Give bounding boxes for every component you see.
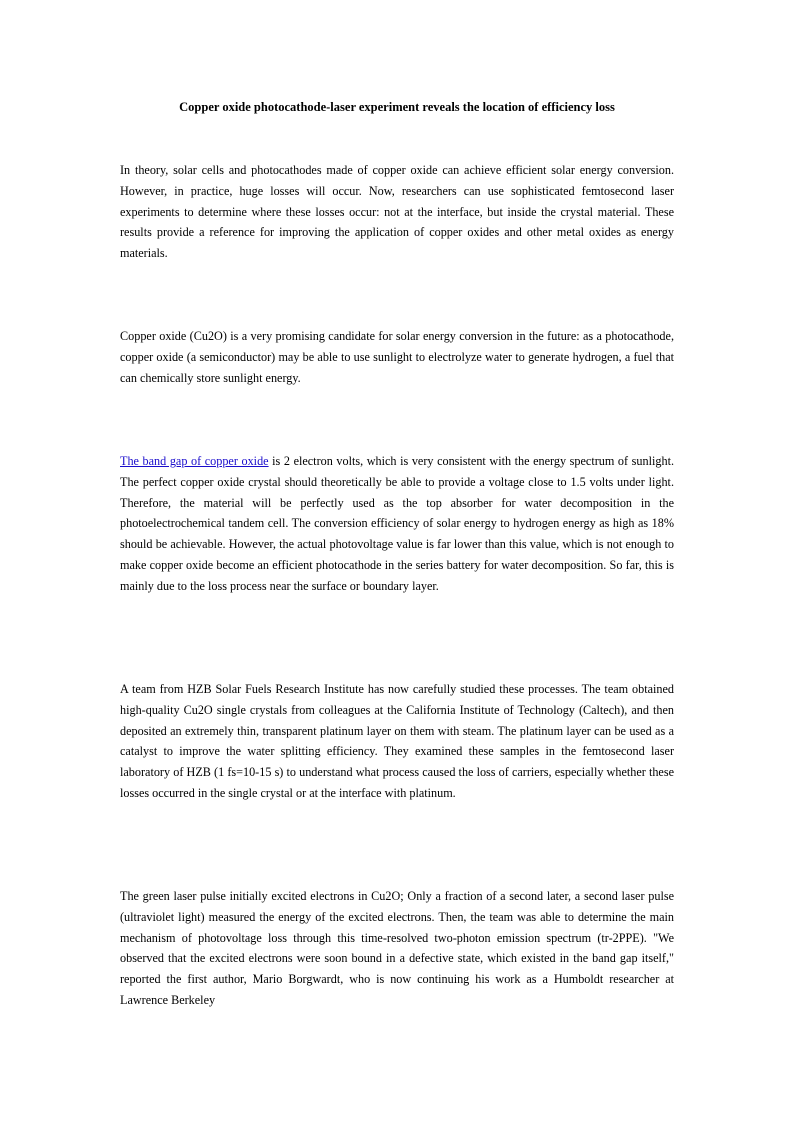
article-title: Copper oxide photocathode-laser experiment reveals the location of efficiency loss: [179, 100, 615, 114]
band-gap-link[interactable]: The band gap of copper oxide: [120, 454, 269, 468]
paragraph-text: is 2 electron volts, which is very consistent with the energy spectrum of sunlight. The perfect copper oxide crystal should theoretically be able to provide a voltage close to 1.5 volts under light. Therefore, the material will be perfectly used as the top absorber for water decomposition in the photoelectrochemical tandem cell. The conversion efficiency of solar energy to hydrogen energy as high as 18% should be achievable. However, the actual photovoltage value is far lower than this value, which is not enough to make copper oxide become an efficient photocathode in the series battery for water decomposition. So far, this is mainly due to the loss process near the surface or boundary layer.: [120, 454, 674, 593]
paragraph-text: The green laser pulse initially excited electrons in Cu2O; Only a fraction of a second later, a second laser pulse (ultraviolet light) measured the energy of the excited electrons. Then, the team was able to determine the main mechanism of photovoltage loss through this time-resolved two-photon emission spectrum (tr-2PPE). "We observed that the excited electrons were soon bound in a defective state, which existed in the band gap itself," reported the first author, Mario Borgwardt, who is now continuing his work as a Humboldt researcher at Lawrence Berkeley: [120, 889, 674, 1007]
paragraph-intro: [120, 160, 674, 264]
paragraph-copper-oxide: [120, 326, 674, 388]
paragraph-text: Copper oxide (Cu2O) is a very promising candidate for solar energy conversion in the future: as a photocathode, copper oxide (a semiconductor) may be able to use sunlight to electrolyze water to generate hydrogen, a fuel that can chemically store sunlight energy.: [120, 329, 674, 385]
paragraph-text: A team from HZB Solar Fuels Research Institute has now carefully studied these processes. The team obtained high-quality Cu2O single crystals from colleagues at the California Institute of Technology (Caltech), and then deposited an extremely thin, transparent platinum layer on them with steam. The platinum layer can be used as a catalyst to improve the water splitting efficiency. They examined these samples in the femtosecond laser laboratory of HZB (1 fs=10-15 s) to understand what process caused the loss of carriers, especially whether these losses occurred in the single crystal or at the interface with platinum.: [120, 682, 674, 800]
paragraph-band-gap: [120, 451, 674, 597]
paragraph-text: In theory, solar cells and photocathodes made of copper oxide can achieve efficient solar energy conversion. However, in practice, huge losses will occur. Now, researchers can use sophisticated femtosecond laser experiments to determine where these losses occur: not at the interface, but inside the crystal material. These results provide a reference for improving the application of copper oxides and other metal oxides as energy materials.: [120, 163, 674, 261]
paragraph-hzb-team: [120, 679, 674, 804]
paragraph-laser-pulse: [120, 886, 674, 1026]
